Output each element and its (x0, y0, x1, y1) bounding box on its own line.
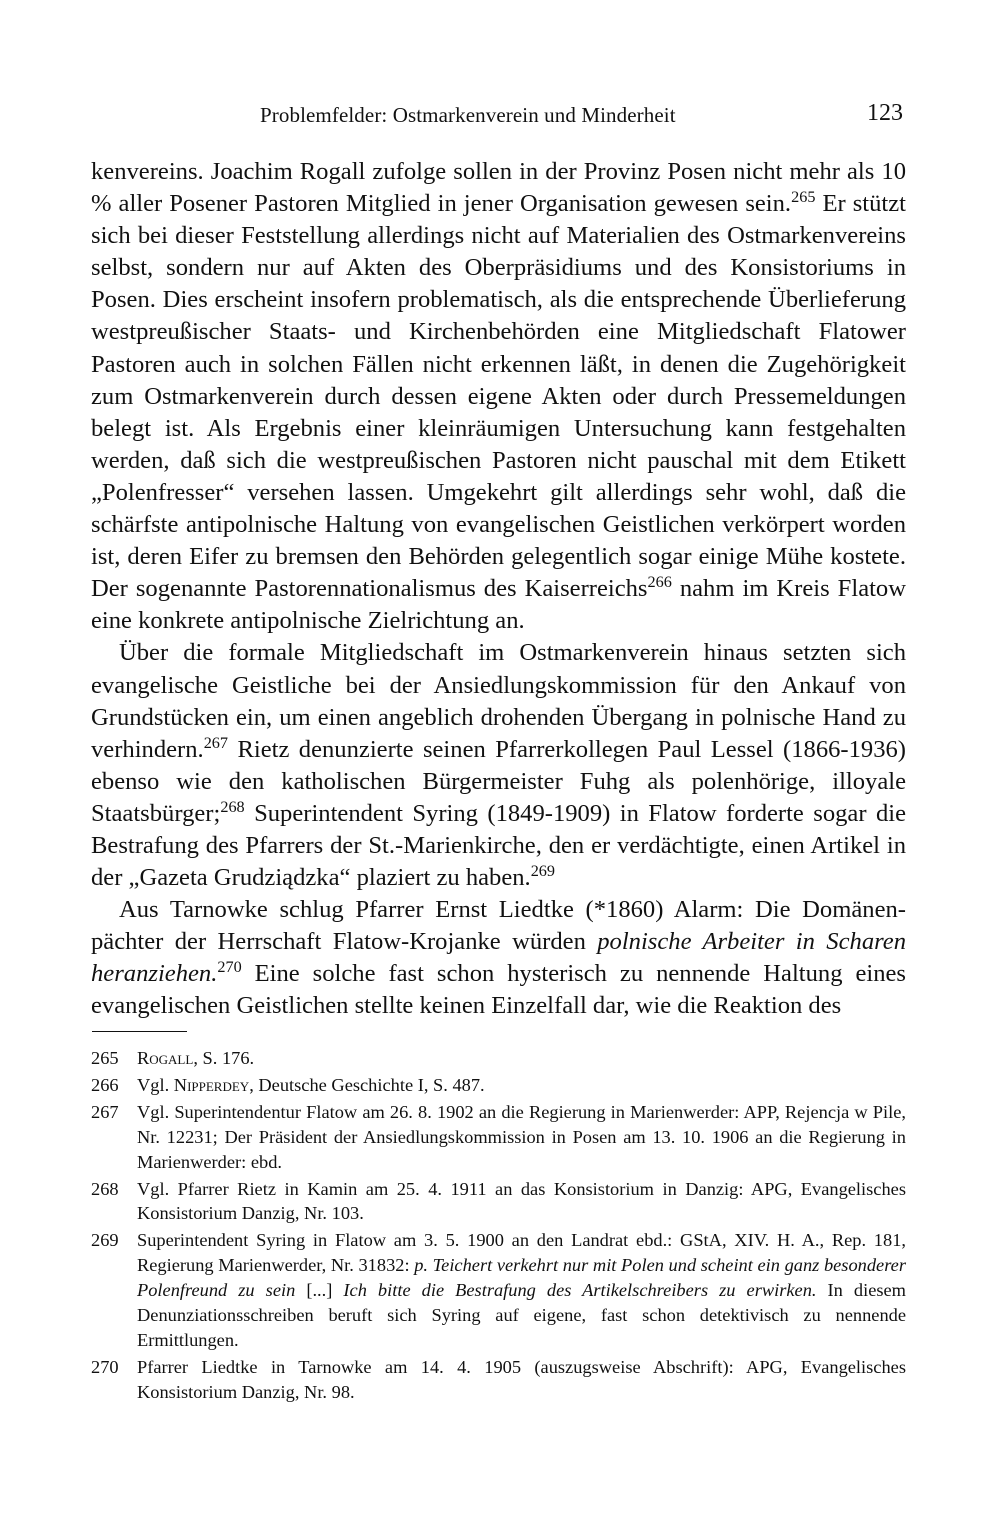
footnote-text (137, 1048, 254, 1068)
text-run: Vgl. (137, 1074, 174, 1095)
footnote-number: 266 (91, 1074, 119, 1095)
text-run: In diesem Denunziationsschreiben beruft sich Syring auf eigene, fast schon detektivisch zu nennende Ermittlungen. (137, 1280, 906, 1350)
text-run: kenvereins. Joachim Rogall zufolge sollen in der Provinz Posen nicht mehr als 10 % aller Posener Pastoren Mitglied in jener Organisation gewesen sein. (91, 158, 906, 218)
footnote-text (137, 1075, 485, 1095)
footnotes (91, 1046, 906, 1407)
footnote-ref: 270 (217, 958, 242, 977)
footnote (91, 1177, 906, 1227)
text-run: Aus Tarnowke schlug Pfarrer Ernst Liedtke (*1860) Alarm: Die Domänenpächter der Herrschaft Flatow-Krojanke würden (91, 896, 906, 956)
italic-text: Ich bitte die Bestrafung des Artikelschreibers zu erwirken. (343, 1280, 817, 1301)
text-run: , Deutsche Geschichte I, S. 487. (249, 1074, 485, 1095)
footnote-number: 265 (91, 1048, 119, 1068)
footnote (91, 1100, 906, 1175)
text-run: Vgl. Pfarrer Rietz in Kamin am 25. 4. 1911 an das Konsistorium in Danzig: APG, Evangelisches Konsistorium Danzig, Nr. 103. (137, 1178, 906, 1224)
footnote-number: 269 (91, 1230, 119, 1251)
footnote-ref: 268 (220, 797, 245, 816)
text-run: Er stützt sich bei dieser Feststellung allerdings nicht auf Materialien des Ostmarkenvereins selbst, sondern nur auf Akten des Oberpräsidiums und des Konsistoriums in Posen. Dies erscheint insofern problematisch, als die entsprechende Überlieferung westpreußischer Staats- und Kirchenbehörden eine Mitgliedschaft Flatower Pastoren auch in solchen Fällen nicht erkennen läßt, in denen die Zugehörigkeit zum Ostmarkenverein durch dessen eigene Akten oder durch Pressemeldungen belegt ist. Als Ergebnis einer kleinräumigen Untersuchung kann festgehalten werden, daß sich die westpreußischen Pastoren nicht pauschal mit dem Etikett „Polenfresser“ versehen lassen. Umgekehrt gilt allerdings sehr wohl, daß die schärfste antipolnische Haltung von evangelischen Geistlichen verkörpert worden ist, deren Eifer zu bremsen den Behörden gelegentlich sogar einige Mühe kostete. Der sogenannte Pastorennationalismus des Kaiserreichs (91, 190, 906, 603)
author-name: Rogall (137, 1048, 194, 1068)
text-run: Eine solche fast schon hysterisch zu nennende Haltung eines evangelischen Geistlichen stellte keinen Einzelfall dar, wie die Reaktion des (91, 960, 906, 1020)
footnote (91, 1355, 906, 1405)
main-text (91, 156, 906, 1023)
footnote (91, 1228, 906, 1353)
text-run: Superintendent Syring (1849-1909) in Flatow forderte sogar die Bestrafung des Pfarrers der St.-Marienkirche, den er verdächtigte, einen Artikel in der „Gazeta Grudziądzka“ plaziert zu haben. (91, 799, 906, 892)
text-run: Rietz denunzierte seinen Pfarrerkollegen Paul Lessel (1866-1936) ebenso wie den katholischen Bürgermeister Fuhg als polenhörige, illoyale Staatsbürger; (91, 735, 906, 827)
footnote-text (137, 1102, 906, 1172)
footnote (91, 1046, 906, 1071)
italic-text: p. Teichert verkehrt nur mit Polen und scheint ein ganz besonderer Polenfreund zu sein (137, 1255, 906, 1301)
text-run: Superintendent Syring in Flatow am 3. 5. 1900 an den Landrat ebd.: GStA, XIV. H. A., Rep. 181, Regierung Marienwerder, Nr. 31832: (137, 1230, 906, 1276)
paragraph (91, 894, 906, 1022)
footnote-ref: 269 (530, 862, 556, 881)
running-head: Problemfelder: Ostmarkenverein und Minderheit (260, 103, 676, 127)
text-run: Vgl. Superintendentur Flatow am 26. 8. 1902 an die Regierung in Marienwerder: APP, Rejencja w Pile, Nr. 12231; Der Präsident der Ansiedlungskommission in Posen am 13. 10. 1906 an die Regierung in Marienwerder: ebd. (137, 1101, 906, 1172)
paragraph (91, 637, 906, 894)
footnote-number: 268 (91, 1178, 119, 1199)
page-number: 123 (867, 100, 903, 126)
footnote-ref: 266 (647, 573, 672, 592)
text-run: [...] (295, 1280, 344, 1301)
footnote-number: 267 (91, 1101, 119, 1122)
footnote-text (137, 1179, 906, 1224)
text-run: nahm im Kreis Flatow eine konkrete antipolnische Zielrichtung an. (91, 575, 906, 635)
italic-text: polnische Arbeiter in Scharen heranziehen. (91, 928, 906, 988)
footnote-number: 270 (91, 1356, 119, 1377)
footnote-text (137, 1357, 906, 1402)
footnote-ref: 265 (791, 188, 816, 207)
footnote-text (137, 1230, 906, 1350)
author-name: Nipperdey (173, 1074, 250, 1095)
footnote-divider (92, 1031, 187, 1032)
text-run: Pfarrer Liedtke in Tarnowke am 14. 4. 1905 (auszugsweise Abschrift): APG, Evangelisches Konsistorium Danzig, Nr. 98. (137, 1356, 906, 1402)
footnote (91, 1073, 906, 1098)
footnote-ref: 267 (203, 733, 229, 752)
text-run: , S. 176. (193, 1048, 255, 1068)
text-run: Über die formale Mitgliedschaft im Ostmarkenverein hinaus setzten sich evangelische Geistliche bei der Ansiedlungskommission für den Ankauf von Grundstücken ein, um einen angeblich drohenden Übergang in polnische Hand zu verhindern. (91, 639, 906, 763)
paragraph (91, 156, 906, 637)
